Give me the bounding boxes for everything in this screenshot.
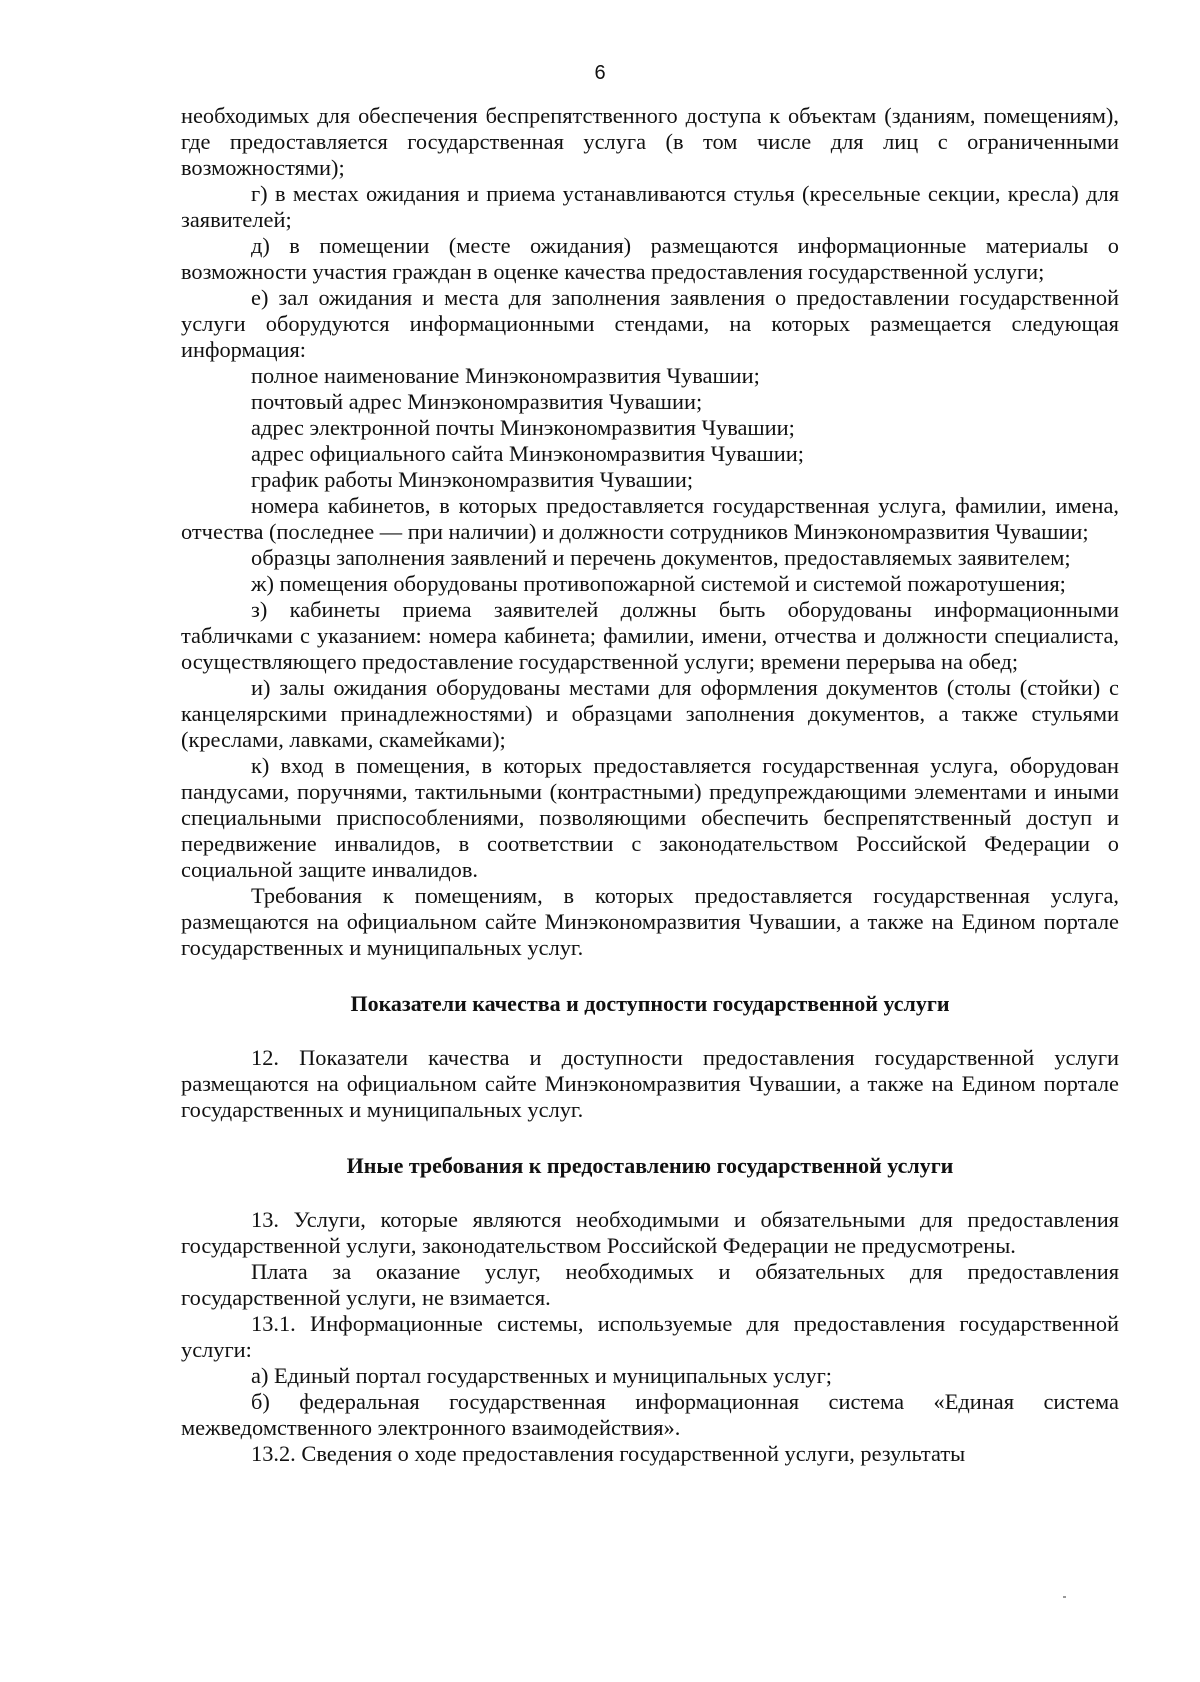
list-item: а) Единый портал государственных и муниципальных услуг; <box>251 1363 833 1388</box>
list-item: почтовый адрес Минэкономразвития Чувашии; <box>251 389 703 414</box>
paragraph: 13. Услуги, которые являются необходимыми и обязательными для предоставления государственной услуги, законодательством Российской Федерации не предусмотрены. <box>181 1207 1119 1258</box>
list-item: полное наименование Минэкономразвития Чувашии; <box>251 363 760 388</box>
page-number: 6 <box>594 62 606 84</box>
paragraph: з) кабинеты приема заявителей должны быть оборудованы информационными табличками с указанием: номера кабинета; фамилии, имени, отчества и должности специалиста, осуществляющего предоставление государственной услуги; времени перерыва на обед; <box>181 597 1119 674</box>
section-heading: Иные требования к предоставлению государственной услуги <box>346 1153 954 1178</box>
paragraph: ж) помещения оборудованы противопожарной системой и системой пожаротушения; <box>251 571 1066 596</box>
list-item: график работы Минэкономразвития Чувашии; <box>251 467 694 492</box>
paragraph: д) в помещении (месте ожидания) размещаются информационные материалы о возможности участия граждан в оценке качества предоставления государственной услуги; <box>181 233 1119 284</box>
section-heading: Показатели качества и доступности государственной услуги <box>350 991 950 1016</box>
paragraph: к) вход в помещения, в которых предоставляется государственная услуга, оборудован пандусами, поручнями, тактильными (контрастными) предупреждающими элементами и иными специальными приспособлениями, позволяющими обеспечить беспрепятственный доступ и передвижение инвалидов, в соответствии с законодательством Российской Федерации о социальной защите инвалидов. <box>181 753 1119 882</box>
paragraph: 13.2. Сведения о ходе предоставления государственной услуги, результаты <box>251 1441 966 1466</box>
paragraph: е) зал ожидания и места для заполнения заявления о предоставлении государственной услуги оборудуются информационными стендами, на которых размещается следующая информация: <box>181 285 1119 362</box>
paragraph: Плата за оказание услуг, необходимых и обязательных для предоставления государственной услуги, не взимается. <box>181 1259 1119 1310</box>
paragraph: б) федеральная государственная информационная система «Единая система межведомственного электронного взаимодействия». <box>181 1389 1119 1440</box>
paragraph: г) в местах ожидания и приема устанавливаются стулья (кресельные секции, кресла) для заявителей; <box>181 181 1119 232</box>
paragraph: Требования к помещениям, в которых предоставляется государственная услуга, размещаются на официальном сайте Минэкономразвития Чувашии, а также на Едином портале государственных и муниципальных услуг. <box>181 883 1119 960</box>
list-item: адрес электронной почты Минэкономразвития Чувашии; <box>251 415 795 440</box>
scan-speck <box>1063 1596 1066 1598</box>
paragraph: 13.1. Информационные системы, используемые для предоставления государственной услуги: <box>181 1311 1119 1362</box>
paragraph-continuation: необходимых для обеспечения беспрепятственного доступа к объектам (зданиям, помещениям), где предоставляется государственная услуга (в том числе для лиц с ограниченными возможностями); <box>181 103 1119 180</box>
document-body <box>181 103 1119 1467</box>
paragraph: образцы заполнения заявлений и перечень документов, предоставляемых заявителем; <box>251 545 1071 570</box>
list-item: адрес официального сайта Минэкономразвития Чувашии; <box>251 441 804 466</box>
paragraph: номера кабинетов, в которых предоставляется государственная услуга, фамилии, имена, отчества (последнее — при наличии) и должности сотрудников Минэкономразвития Чувашии; <box>181 493 1119 544</box>
paragraph: и) залы ожидания оборудованы местами для оформления документов (столы (стойки) с канцелярскими принадлежностями) и образцами заполнения документов, а также стульями (креслами, лавками, скамейками); <box>181 675 1119 752</box>
paragraph: 12. Показатели качества и доступности предоставления государственной услуги размещаются на официальном сайте Минэкономразвития Чувашии, а также на Едином портале государственных и муниципальных услуг. <box>181 1045 1119 1122</box>
